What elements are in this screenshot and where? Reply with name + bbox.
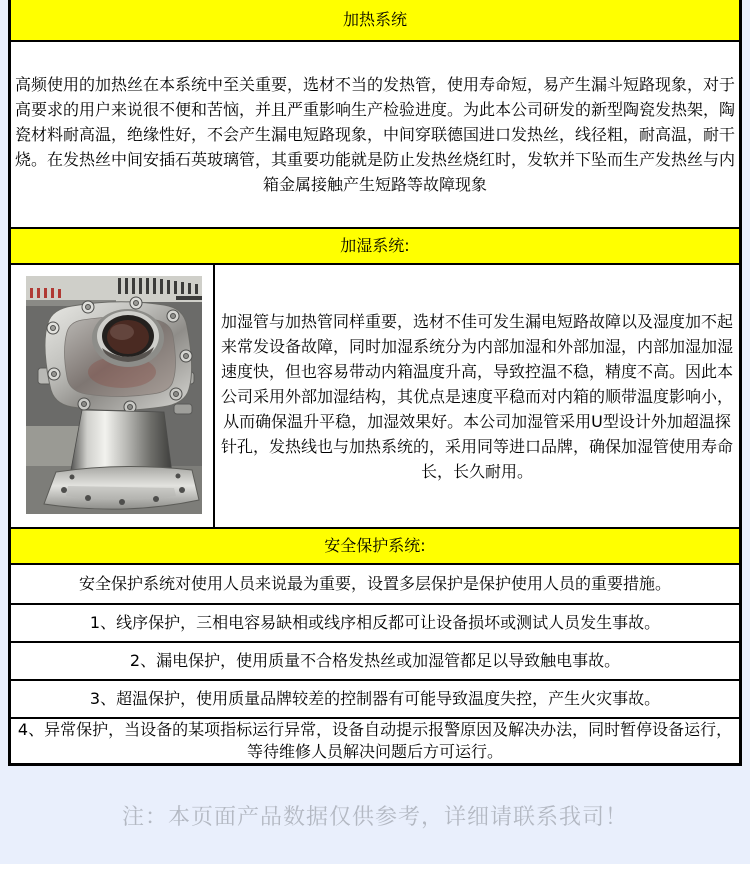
- humidifier-photo-cell: [11, 265, 215, 527]
- heating-section-title: 加热系统: [342, 10, 407, 29]
- safety-row-1-text: 1、线序保护，三相电容易缺相或线序相反都可让设备损坏或测试人员发生事故。: [89, 613, 661, 632]
- humidify-section-title: 加湿系统:: [340, 236, 410, 255]
- heating-section-header: [11, 0, 739, 42]
- safety-section-header: [11, 529, 739, 565]
- footer-note: [0, 793, 750, 837]
- humidifier-tank-photo: [26, 276, 202, 514]
- bottom-margin: [0, 864, 750, 875]
- safety-section-title: 安全保护系统:: [324, 536, 426, 555]
- safety-row-intro: [11, 565, 739, 605]
- safety-row-4-text: 4、异常保护，当设备的某项指标运行异常，设备自动提示报警原因及解决办法，同时暂停设备运行，等待维修人员解决问题后方可运行。: [17, 720, 733, 761]
- safety-row-3: [11, 681, 739, 719]
- safety-row-3-text: 3、超温保护，使用质量品牌较差的控制器有可能导致温度失控，产生火灾事故。: [89, 689, 661, 708]
- safety-row-2: [11, 643, 739, 681]
- safety-row-2-text: 2、漏电保护，使用质量不合格发热丝或加湿管都足以导致触电事故。: [129, 651, 621, 670]
- footer-note-text: 注：本页面产品数据仅供参考，详细请联系我司！: [121, 804, 628, 830]
- heating-section-body: 高频使用的加热丝在本系统中至关重要，选材不当的发热管，使用寿命短，易产生漏斗短路现象，对于高要求的用户来说很不便和苦恼，并且严重影响生产检验进度。为此本公司研发的新型陶瓷发热架，陶瓷材料耐高温，绝缘性好，不会产生漏电短路现象，中间穿联德国进口发热丝，线径粗，耐高温，耐干烧。在发热丝中间安插石英玻璃管，其重要功能就是防止发热丝烧红时，发软并下坠而生产发热丝与内箱金属接触产生短路等故障现象: [15, 75, 736, 194]
- safety-intro-text: 安全保护系统对使用人员来说最为重要，设置多层保护是保护使用人员的重要措施。: [78, 574, 671, 593]
- humidify-section-body-cell: [215, 265, 739, 527]
- humidify-section-row: [11, 265, 739, 529]
- humidify-section-header: [11, 229, 739, 265]
- humidify-section-body: 加湿管与加热管同样重要，选材不佳可发生漏电短路故障以及湿度加不起来常发设备故障，同时加湿系统分为内部加湿和外部加湿，内部加湿加湿速度快，但也容易带动内箱温度升高，导致控温不稳，精度不高。因此本公司采用外部加湿结构，其优点是速度平稳而对内箱的顺带温度影响小，从而确保温升平稳，加湿效果好。本公司加湿管采用U型设计外加超温探针孔，发热线也与加热系统的，采用同等进口品牌，确保加湿管使用寿命长，长久耐用。: [221, 311, 734, 481]
- product-spec-table: [8, 0, 742, 766]
- safety-row-4: [11, 719, 739, 763]
- heating-section-body-cell: [11, 42, 739, 229]
- safety-row-1: [11, 605, 739, 643]
